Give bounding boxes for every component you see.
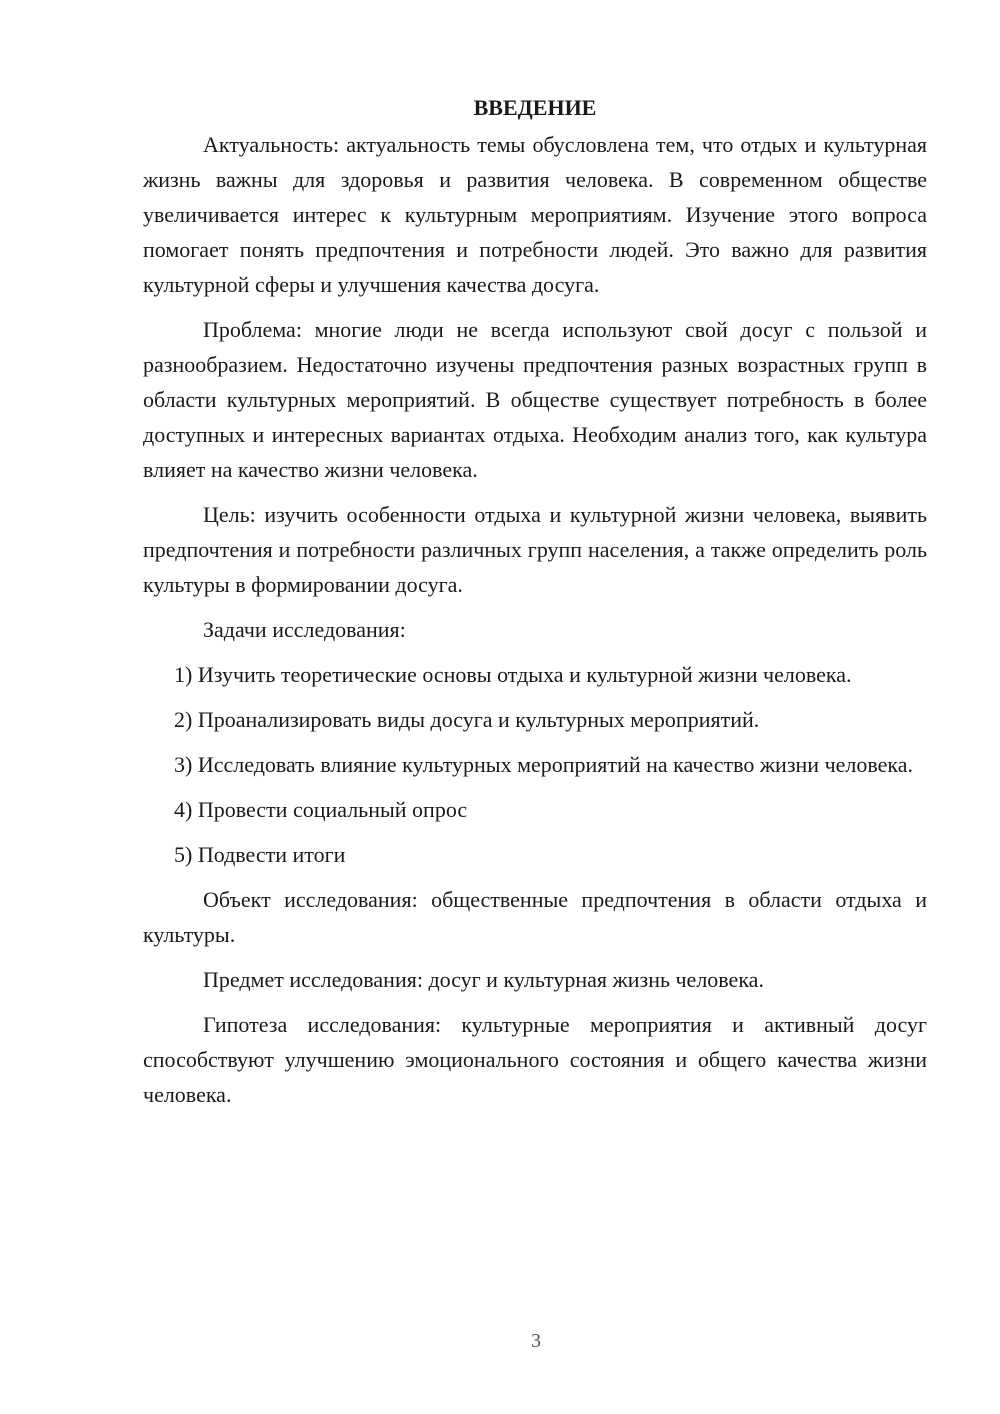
paragraph-goal: Цель: изучить особенности отдыха и культурной жизни человека, выявить предпочтения и потребности различных групп населения, а также определить роль культуры в формировании досуга. xyxy=(143,502,927,597)
task-item-5: 5) Подвести итоги xyxy=(174,842,346,867)
paragraph-hypothesis: Гипотеза исследования: культурные мероприятия и активный досуг способствуют улучшению эмоционального состояния и общего качества жизни человека. xyxy=(143,1012,927,1107)
paragraph-actuality: Актуальность: актуальность темы обусловлена тем, что отдых и культурная жизнь важны для здоровья и развития человека. В современном обществе увеличивается интерес к культурным мероприятиям. Изучение этого вопроса помогает понять предпочтения и потребности людей. Это важно для развития культурной сферы и улучшения качества досуга. xyxy=(143,132,927,297)
document-page xyxy=(143,90,927,1112)
task-item-3: 3) Исследовать влияние культурных мероприятий на качество жизни человека. xyxy=(174,752,914,777)
task-item-4: 4) Провести социальный опрос xyxy=(174,797,468,822)
task-item-1: 1) Изучить теоретические основы отдыха и культурной жизни человека. xyxy=(174,662,852,687)
paragraph-problem: Проблема: многие люди не всегда используют свой досуг с пользой и разнообразием. Недостаточно изучены предпочтения разных возрастных групп в области культурных мероприятий. В обществе существует потребность в более доступных и интересных вариантах отдыха. Необходим анализ того, как культура влияет на качество жизни человека. xyxy=(143,317,927,482)
section-title: ВВЕДЕНИЕ xyxy=(473,95,597,120)
paragraph-subject: Предмет исследования: досуг и культурная жизнь человека. xyxy=(203,967,764,992)
task-item-2: 2) Проанализировать виды досуга и культурных мероприятий. xyxy=(174,707,760,732)
paragraph-object: Объект исследования: общественные предпочтения в области отдыха и культуры. xyxy=(143,887,927,947)
tasks-heading: Задачи исследования: xyxy=(203,617,406,642)
page-number: 3 xyxy=(531,1330,541,1352)
